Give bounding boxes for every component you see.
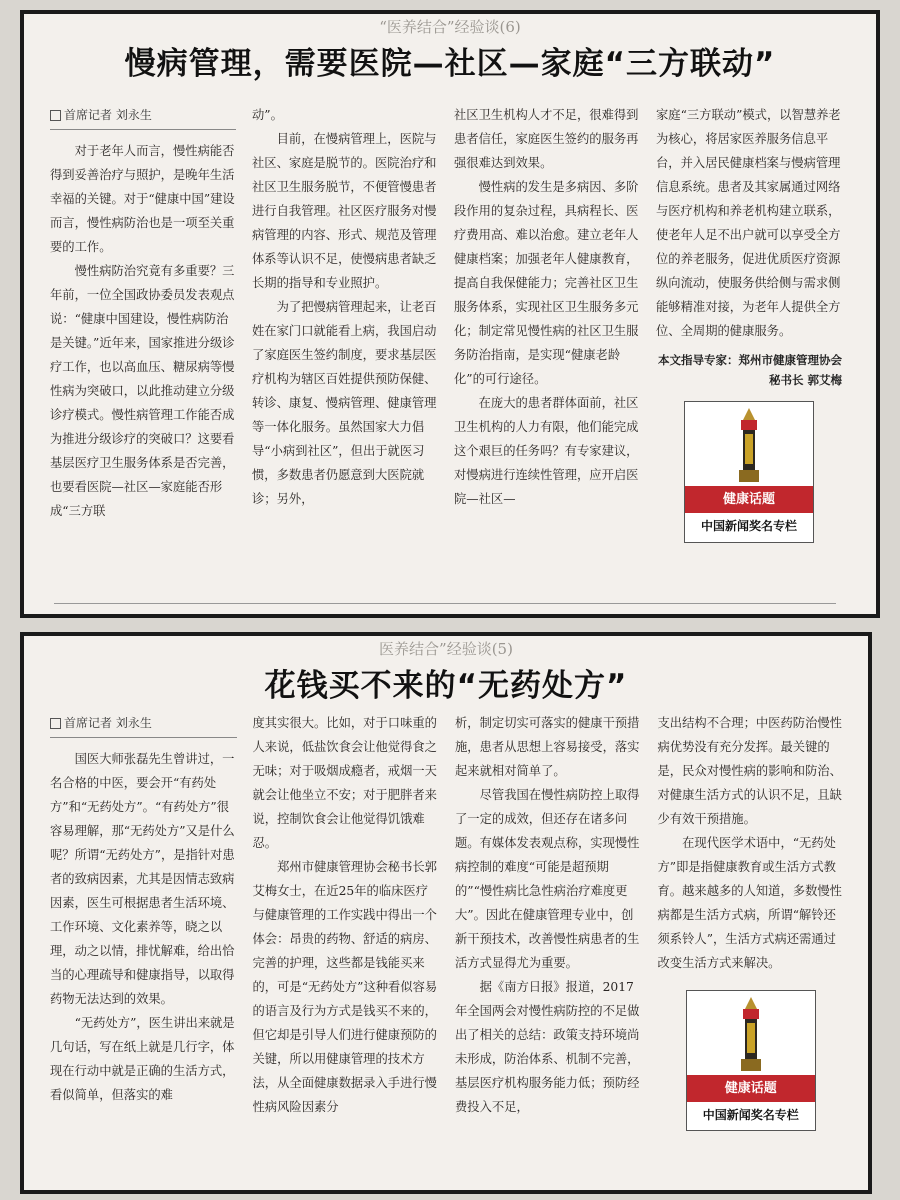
- badge-red-label: 健康话题: [685, 486, 813, 513]
- column-3: [455, 712, 642, 1174]
- article-body: [50, 712, 844, 1174]
- paragraph: 为了把慢病管理起来，让老百姓在家门口就能看上病，我国启动了家庭医生签约制度，要求基层医疗机构为辖区百姓提供预防保健、转诊、康复、慢病管理、健康管理等一体化服务。虽然国家大力倡导“小病到社区”，但出于就医习惯，多数患者仍愿意到大医院就诊；另外，: [252, 299, 437, 506]
- series-title: “医养结合”经验谈(6): [379, 18, 521, 36]
- square-icon: [50, 110, 61, 121]
- column-2: [252, 104, 438, 586]
- paragraph: 在现代医学术语中，“无药处方”即是指健康教育或生活方式教育。越来越多的人知道，多数慢性病都是生活方式病，所谓“解铃还须系铃人”，生活方式病还需通过改变生活方式来解决。: [657, 835, 842, 970]
- column-4: [656, 104, 842, 586]
- paragraph: 目前，在慢病管理上，医院与社区、家庭是脱节的。医院治疗和社区卫生服务脱节，不便管慢患者进行自我管理。社区医疗服务对慢病管理的内容、形式、规范及管理体系等认识不足，使慢病患者缺乏长期的指导和专业照护。: [252, 131, 437, 290]
- badge-black-label: 中国新闻奖名专栏: [700, 519, 797, 534]
- byline-text: 首席记者 刘永生: [64, 108, 152, 122]
- column-3: [454, 104, 640, 586]
- paragraph: 据《南方日报》报道，2017年全国两会对慢性病防控的不足做出了相关的总结：政策支持环境尚未形成，防治体系、机制不完善，基层医疗机构服务能力低；预防经费投入不足，: [455, 979, 640, 1114]
- byline: [50, 712, 237, 738]
- trophy-icon: [731, 995, 771, 1075]
- square-icon: [50, 718, 61, 729]
- divider: [54, 603, 836, 604]
- headline: 花钱买不来的“无药处方”: [264, 668, 628, 704]
- article-body: [50, 104, 842, 586]
- paragraph: 家庭“三方联动”模式，以智慧养老为核心，将居家医养服务信息平台，并入居民健康档案与慢病管理信息系统。患者及其家属通过网络与医疗机构和养老机构建立联系，使老年人足不出户就可以享受全方位的养老服务，促进优质医疗资源纵向流动，使服务供给侧与需求侧能够精准对接，为老年人提供全方位、全周期的健康服务。: [656, 108, 841, 338]
- headline: 慢病管理，需要医院—社区—家庭“三方联动”: [124, 46, 776, 82]
- article-clipping-1: [20, 10, 880, 618]
- paragraph: “无药处方”，医生讲出来就是几句话，写在纸上就是几行字，体现在行动中就是正确的生活方式，看似简单，但落实的难: [50, 1016, 235, 1102]
- paragraph: 慢性病防治究竟有多重要？三年前，一位全国政协委员发表观点说：“健康中国建设，慢性病防治是关键。”近年来，国家推进分级诊疗工作，也以高血压、糖尿病等慢性病为突破口，以此推动建立分级诊疗模式。慢性病管理工作能否成为推进分级诊疗的突破口？这要看基层医疗卫生服务体系是否完善，也要看医院—社区—家庭能否形成“三方联: [50, 264, 235, 518]
- paragraph: 在庞大的患者群体面前，社区卫生机构的人力有限，他们能完成这个艰巨的任务吗？有专家建议，对慢病进行连续性管理，应开启医院—社区—: [454, 395, 639, 506]
- byline: [50, 104, 236, 130]
- paragraph: 尽管我国在慢性病防控上取得了一定的成效，但还存在诸多问题。有媒体发表观点称，实现慢性病控制的难度“可能是超预期的”“慢性病比急性病治疗难度更大”。因此在健康管理专业中，创新干预技术，改善慢性病患者的生活方式显得尤为重要。: [455, 787, 640, 970]
- paragraph: 社区卫生机构人才不足，很难得到患者信任，家庭医生签约的服务再强很难达到效果。: [454, 108, 639, 170]
- column-1: [50, 104, 236, 586]
- expert-credit: 本文指导专家：郑州市健康管理协会秘书长 郭艾梅: [658, 352, 842, 388]
- byline-text: 首席记者 刘永生: [64, 716, 152, 730]
- paragraph: 度其实很大。比如，对于口味重的人来说，低盐饮食会让他觉得食之无味；对于吸烟成瘾者，戒烟一天就会让他坐立不安；对于肥胖者来说，控制饮食会让他觉得饥饿难忍。: [252, 716, 437, 850]
- paragraph: 析，制定切实可落实的健康干预措施，患者从思想上容易接受，落实起来就相对简单了。: [455, 716, 640, 778]
- column-4: [658, 712, 845, 1174]
- paragraph: 郑州市健康管理协会秘书长郭艾梅女士，在近25年的临床医疗与健康管理的工作实践中得出一个体会：昂贵的药物、舒适的病房、完善的护理，这些都是钱能买来的，可是“无药处方”这种看似容易的语言及行为方式是钱买不来的，但它却是引导人们进行健康预防的关键，所以用健康管理的技术方法，从全面健康数据录入手进行慢性病风险因素分: [252, 859, 438, 1114]
- column-1: [50, 712, 237, 1174]
- paragraph: 对于老年人而言，慢性病能否得到妥善治疗与照护，是晚年生活幸福的关键。对于“健康中国”建设而言，慢性病防治也是一项至关重要的工作。: [50, 144, 235, 255]
- column-badge: [686, 990, 816, 1132]
- article-clipping-2: [20, 632, 872, 1194]
- paragraph: 支出结构不合理；中医药防治慢性病优势没有充分发挥。最关键的是，民众对慢性病的影响和防治、对健康生活方式的认识不足，且缺少有效干预措施。: [657, 716, 842, 826]
- trophy-icon: [729, 406, 769, 486]
- paragraph: 动”。: [252, 108, 283, 122]
- paragraph: 慢性病的发生是多病因、多阶段作用的复杂过程，具病程长、医疗费用高、难以治愈。建立老年人健康档案；加强老年人健康教育，提高自我保健能力；完善社区卫生服务体系，实现社区卫生服务多元化；制定常见慢性病的社区卫生服务防治指南，是实现“健康老龄化”的可行途径。: [454, 179, 639, 386]
- column-2: [253, 712, 440, 1174]
- column-badge: [684, 401, 814, 543]
- badge-black-label: 中国新闻奖名专栏: [702, 1108, 799, 1122]
- badge-red-label: 健康话题: [687, 1075, 815, 1102]
- series-title: 医养结合”经验谈(5): [379, 640, 513, 658]
- paragraph: 国医大师张磊先生曾讲过，一名合格的中医，要会开“有药处方”和“无药处方”。“有药处方”很容易理解，那“无药处方”又是什么呢？所谓“无药处方”，是指针对患者的致病因素，尤其是因情志致病因素，医生可根据患者生活环境、工作环境、文化素养等，晓之以理，动之以情，排忧解难，给出恰当的心理疏导和健康指导，以取得药物无法达到的效果。: [50, 752, 235, 1007]
